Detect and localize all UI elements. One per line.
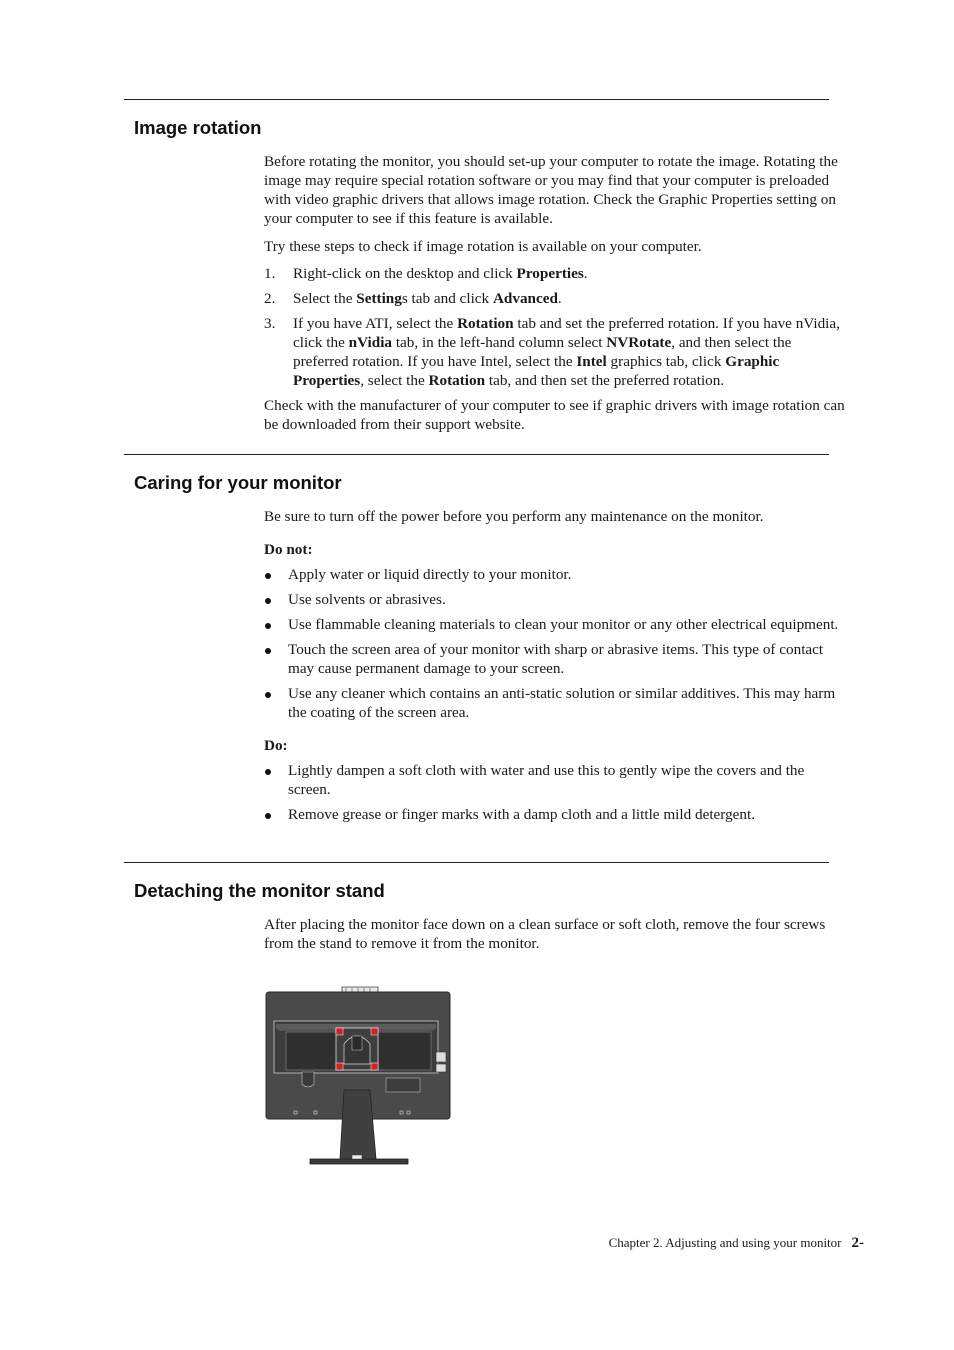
step-number: 2. [264,290,276,307]
chapter-title: Chapter 2. Adjusting and using your monitor [608,1235,842,1250]
step-text: s tab and click [401,290,493,307]
step-text: tab and set the preferred rotation. If you have nVidia, click the [293,315,840,351]
label-plate [386,1078,420,1092]
list-item: Use flammable cleaning materials to clean your monitor or any other electrical equipment. [264,615,849,634]
list-item [264,289,849,308]
paragraph: Try these steps to check if image rotation is available on your computer. [264,238,702,255]
steps-list [264,264,849,390]
ui-term: Graphic Properties [293,353,780,389]
section-rule [124,99,829,100]
paragraph: Before rotating the monitor, you should set-up your computer to rotate the image. Rotating the image may require special rotation software or you may find that your computer is preloaded with video graphic drivers that allows image rotation. Check the Graphic Properties setting on your computer to see if this feature is available. [264,153,838,227]
step-text: graphics tab, click [606,353,726,370]
stand-column [340,1090,376,1159]
ui-term: Properties [516,265,584,282]
step-text: Right-click on the desktop and click [293,265,517,282]
ui-term: nVidia [348,334,393,351]
ui-term: Advanced [492,290,558,307]
do-label: Do: [264,737,288,754]
section-body [264,915,849,953]
ui-term: NVRotate [606,334,672,351]
step-text: tab, and then set the preferred rotation. [485,372,725,389]
screw-marker [371,1063,378,1070]
page-footer [609,1235,864,1252]
step-text: Select the [293,290,357,307]
list-item: Remove grease or finger marks with a damp cloth and a little mild detergent. [264,805,849,824]
stand-base [310,1159,408,1164]
screw-marker [371,1028,378,1035]
side-port [436,1052,446,1062]
list-item: Use solvents or abrasives. [264,590,849,609]
section-rule [124,454,829,455]
step-text: . [557,290,562,307]
step-text: . [583,265,588,282]
ui-term: Rotation [428,372,486,389]
monitor-back-illustration [264,984,454,1170]
list-item: Use any cleaner which contains an anti-static solution or similar additives. This may harm the coating of the screen area. [264,684,849,722]
do-list [264,761,849,824]
do-not-label: Do not: [264,541,313,558]
paragraph: Check with the manufacturer of your computer to see if graphic drivers with image rotation can be downloaded from their support website. [264,397,845,433]
section-heading: Detaching the monitor stand [134,880,385,901]
step-number: 1. [264,265,276,282]
section-rule [124,862,829,863]
section-heading: Caring for your monitor [134,472,342,493]
list-item: Apply water or liquid directly to your monitor. [264,565,849,584]
section-heading: Image rotation [134,117,262,138]
step-number: 3. [264,315,276,332]
step-text: If you have ATI, select the [293,315,458,332]
ui-term: Intel [576,353,607,370]
screw-marker [336,1063,343,1070]
step-text: tab, in the left-hand column select [392,334,607,351]
page-number: 2- [851,1235,864,1251]
list-item [264,314,849,390]
paragraph: Be sure to turn off the power before you perform any maintenance on the monitor. [264,508,764,525]
section-body [264,152,849,434]
paragraph: After placing the monitor face down on a clean surface or soft cloth, remove the four screws from the stand to remove it from the monitor. [264,916,826,952]
list-item [264,264,849,283]
step-text: , and then select the preferred rotation. If you have Intel, select the [293,334,792,370]
do-not-list [264,565,849,722]
ui-term: Rotation [457,315,514,332]
screw-marker [336,1028,343,1035]
section-body [264,507,849,830]
list-item: Lightly dampen a soft cloth with water and use this to gently wipe the covers and the screen. [264,761,849,799]
ui-term: Setting [356,290,402,307]
step-text: , select the [360,372,429,389]
list-item: Touch the screen area of your monitor with sharp or abrasive items. This type of contact may cause permanent damage to your screen. [264,640,849,678]
